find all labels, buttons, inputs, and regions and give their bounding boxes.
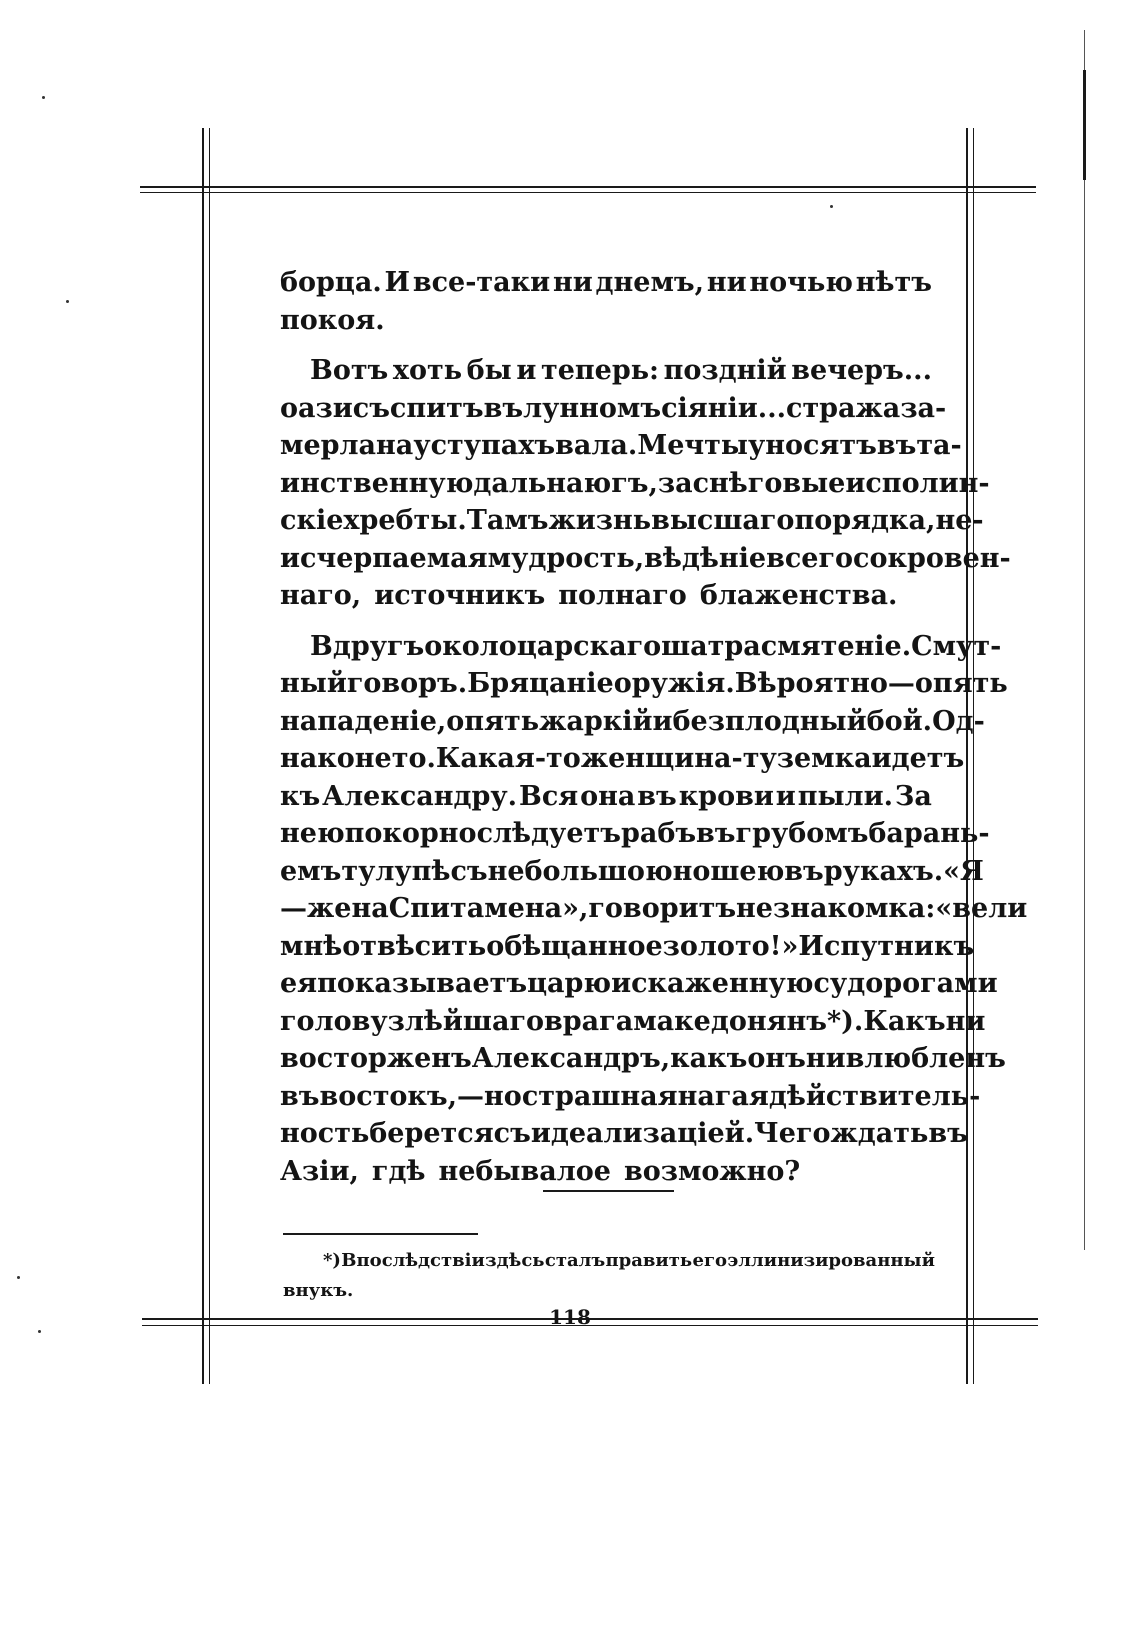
word: теперь:	[541, 355, 660, 386]
text-line	[280, 264, 932, 302]
scan-speck	[17, 1276, 20, 1279]
word: берется	[369, 1118, 494, 1149]
word: восторженъ	[280, 1043, 472, 1074]
word: править	[605, 1250, 693, 1271]
word: и	[775, 780, 796, 812]
word: говоръ.	[346, 668, 468, 699]
text-line	[280, 1115, 968, 1153]
word: ночью	[749, 267, 853, 298]
word: барань-	[868, 818, 990, 849]
word: нако	[280, 743, 355, 774]
word: спутникъ	[823, 930, 975, 962]
word: Спитамена»,	[388, 893, 589, 924]
word: Чего	[754, 1118, 831, 1149]
page-number: 118	[549, 1305, 591, 1329]
word: нападеніе,	[280, 705, 447, 737]
word: Вѣроятно—опять	[734, 668, 1008, 699]
word: всего	[766, 542, 853, 574]
footnote-line	[283, 1246, 935, 1276]
word: около	[424, 630, 517, 662]
word: спитъ	[389, 392, 484, 424]
word: крови	[678, 780, 774, 812]
text-line	[280, 665, 1008, 703]
word: незнакомка:	[736, 893, 936, 924]
frame-top-rule-1	[140, 186, 1036, 188]
frame-left-rule-1	[202, 128, 204, 1384]
word: полнаго	[558, 580, 687, 611]
word: Тамъ	[466, 505, 549, 536]
word: грубомъ	[735, 818, 869, 849]
word: нею	[280, 818, 345, 849]
word: бы	[466, 355, 512, 386]
word: небольшою	[487, 855, 673, 887]
word: страшная	[521, 1080, 678, 1112]
word: какъ	[670, 1043, 748, 1074]
word: —жена	[280, 893, 389, 924]
word: нѣтъ	[855, 267, 932, 298]
word: въ	[784, 855, 824, 887]
word: на	[546, 467, 584, 499]
word: ни	[552, 267, 593, 298]
word: золото!»	[662, 930, 799, 962]
word: исчерпаемая	[280, 542, 488, 574]
word: гдѣ	[371, 1155, 426, 1187]
scan-speck	[38, 1330, 41, 1333]
word: За	[894, 780, 932, 812]
word: жаркій	[539, 705, 653, 737]
word: Вдругъ	[310, 630, 425, 662]
word: царскаго	[516, 630, 662, 662]
word: голову	[280, 1005, 388, 1037]
word: отвѣсить	[342, 930, 487, 962]
word: лунномъ	[523, 392, 662, 424]
word: «Я	[943, 855, 984, 887]
word: ный	[280, 668, 347, 699]
word: то.	[391, 743, 436, 774]
scan-edge-mark	[1083, 70, 1086, 180]
word: *).	[827, 1005, 864, 1037]
word: стража	[786, 392, 901, 424]
scan-speck	[66, 300, 69, 303]
word: нагая	[677, 1080, 769, 1112]
word: говоритъ	[588, 893, 737, 924]
word: опять	[446, 705, 540, 737]
word: македонянъ	[633, 1005, 828, 1037]
word: ношею	[672, 855, 785, 887]
scan-speck	[42, 96, 45, 99]
word: здѣсь	[485, 1250, 545, 1271]
frame-left-rule-2	[209, 128, 210, 1384]
word: сокровен-	[853, 542, 1011, 574]
word: ждать	[830, 1118, 929, 1149]
text-line	[280, 628, 1002, 666]
word: не-	[935, 505, 984, 536]
footnote	[283, 1246, 935, 1306]
word: Азіи,	[280, 1155, 359, 1187]
word: въ	[928, 1118, 968, 1149]
word: источникъ	[374, 580, 546, 611]
word: слѣдуетъ	[476, 818, 621, 849]
word: И	[798, 930, 824, 962]
word: въ	[280, 1080, 320, 1112]
word: безплодный	[672, 705, 867, 737]
word: инственную	[280, 467, 474, 499]
word: врага	[544, 1005, 634, 1037]
word: влюбленъ	[845, 1043, 1006, 1074]
word: за-	[900, 392, 947, 424]
word: въ	[696, 818, 736, 849]
text-line	[280, 502, 984, 540]
word: *)	[323, 1250, 341, 1271]
word: рукахъ.	[823, 855, 944, 887]
scan-edge-line	[1084, 30, 1085, 1250]
word: хребты.	[343, 505, 467, 536]
word: дѣйствитель-	[768, 1080, 981, 1112]
word: югъ,	[583, 467, 658, 499]
text-line	[280, 1153, 932, 1191]
word: его	[692, 1250, 728, 1271]
word: смятеніе.	[760, 630, 912, 662]
word: въ	[637, 780, 677, 812]
scan-speck	[830, 205, 833, 208]
text-line	[280, 928, 975, 966]
word: Мечты	[637, 430, 748, 461]
word: Впослѣдствіи	[341, 1250, 485, 1271]
word: Од-	[932, 705, 985, 737]
word: Какъ	[863, 1005, 946, 1037]
word: поздній	[663, 355, 787, 386]
word: и	[516, 355, 537, 386]
word: Какая-то	[435, 743, 581, 774]
word: съ	[450, 855, 488, 887]
word: скіе	[280, 505, 344, 536]
word: внукъ.	[283, 1280, 354, 1301]
main-text-block	[280, 264, 1028, 1190]
frame-right-rule-1	[966, 128, 968, 1384]
word: тулупѣ	[341, 855, 451, 887]
word: Вотъ	[310, 355, 389, 386]
word: не	[354, 743, 392, 774]
word: «вели	[935, 893, 1028, 924]
frame-top-rule-2	[140, 192, 1036, 193]
word: блаженства.	[699, 580, 898, 611]
word: обѣщанное	[486, 930, 663, 962]
section-divider	[543, 1190, 674, 1192]
word: Александру.	[322, 780, 518, 812]
word: Бряцаніе	[467, 668, 614, 699]
word: эллинизированный	[727, 1250, 935, 1271]
word: та-	[916, 430, 962, 461]
word: мерла	[280, 430, 377, 461]
word: злѣйшаго	[387, 1005, 545, 1037]
word: показываетъ	[317, 968, 528, 999]
text-line	[280, 965, 998, 1003]
text-line	[280, 853, 984, 891]
word: жизнь	[548, 505, 652, 536]
word: Вся	[519, 780, 579, 812]
word: емъ	[280, 855, 342, 887]
word: въ	[876, 430, 917, 461]
word: хоть	[392, 355, 463, 386]
word: востокъ,	[319, 1080, 458, 1112]
word: пыли.	[797, 780, 894, 812]
text-line	[280, 540, 1011, 578]
text-line	[280, 778, 932, 816]
text-line	[280, 890, 1028, 928]
text-line	[280, 1003, 986, 1041]
word: уносятъ	[747, 430, 877, 461]
word: даль	[473, 467, 547, 499]
word: возможно?	[623, 1155, 801, 1187]
word: борца.	[280, 267, 382, 298]
word: царю	[527, 968, 612, 999]
word: вечеръ...	[791, 355, 932, 386]
word: сіяніи...	[661, 392, 786, 424]
word: порядка,	[794, 505, 936, 536]
text-line	[280, 465, 990, 503]
word: сталъ	[544, 1250, 606, 1271]
word: оазисъ	[280, 392, 390, 424]
text-line	[280, 703, 985, 741]
word: наго,	[280, 580, 362, 611]
word: ность	[280, 1118, 370, 1149]
word: И	[384, 267, 411, 298]
word: женщина-туземка	[580, 743, 872, 774]
word: рабъ	[620, 818, 697, 849]
word: судорогами	[813, 968, 998, 999]
frame-right-rule-2	[973, 128, 974, 1384]
text-line	[280, 352, 932, 390]
word: шатра	[661, 630, 761, 662]
footnote-line	[283, 1276, 935, 1306]
text-line	[280, 740, 965, 778]
word: мнѣ	[280, 930, 343, 962]
word: уступахъ	[413, 430, 556, 461]
text-line	[280, 427, 962, 465]
word: искаженную	[611, 968, 814, 999]
word: идетъ	[871, 743, 965, 774]
word: за	[657, 467, 693, 499]
text-line	[280, 1040, 1006, 1078]
word: покорно	[344, 818, 477, 849]
footnote-rule	[283, 1233, 478, 1235]
word: днемъ,	[595, 267, 705, 298]
word: идеализаціей.	[530, 1118, 755, 1149]
word: съ	[493, 1118, 531, 1149]
text-line	[280, 1078, 981, 1116]
word: ея	[280, 968, 318, 999]
word: вала.	[555, 430, 638, 461]
word: ни	[945, 1005, 986, 1037]
text-line	[280, 302, 932, 340]
word: высшаго	[651, 505, 795, 536]
word: все-таки	[412, 267, 551, 298]
text-line	[280, 815, 990, 853]
text-line	[280, 390, 947, 428]
word: Смут-	[911, 630, 1002, 662]
word: къ	[280, 780, 321, 812]
word: —	[457, 1080, 485, 1112]
word: на	[376, 430, 414, 461]
word: Александръ,	[471, 1043, 671, 1074]
word: но	[484, 1080, 522, 1112]
word: она	[580, 780, 636, 812]
word: небывалое	[438, 1155, 611, 1187]
text-line	[280, 577, 932, 615]
word: ни	[805, 1043, 846, 1074]
word: покоя.	[280, 304, 385, 336]
word: оружія.	[613, 668, 735, 699]
word: онъ	[747, 1043, 806, 1074]
word: мудрость,	[487, 542, 645, 574]
word: въ	[483, 392, 524, 424]
word: вѣдѣніе	[644, 542, 767, 574]
word: ни	[706, 267, 747, 298]
word: снѣговые	[692, 467, 846, 499]
word: и	[652, 705, 673, 737]
word: исполин-	[845, 467, 990, 499]
word: бой.	[866, 705, 933, 737]
